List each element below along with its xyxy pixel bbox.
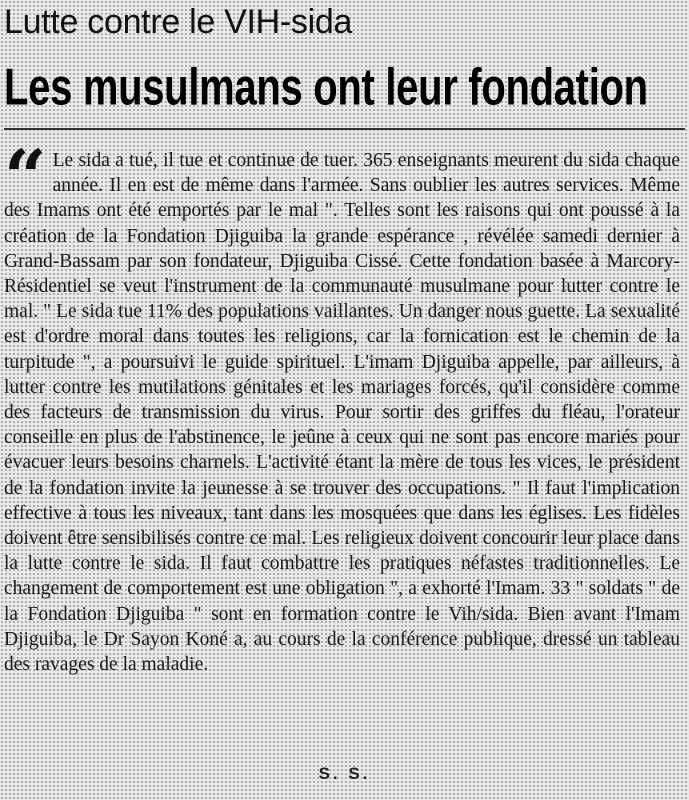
- article-headline: Les musulmans ont leur fondation: [4, 59, 648, 117]
- article-signature: S. S.: [318, 764, 371, 783]
- headline-divider: [4, 128, 685, 130]
- article-kicker: Lutte contre le VIH-sida: [4, 3, 353, 41]
- opening-quote-icon: “: [4, 135, 47, 221]
- article-body: [4, 135, 680, 677]
- article-body-text: Le sida a tué, il tue et continue de tuer. 365 enseignants meurent du sida chaque année. Il en est de même dans l'armée. Sans oublier les autres services. Même des Imams ont été emportés par le mal ". Telles sont les raisons qui ont poussé à la création de la Fondation Djiguiba la grande espérance , révélée samedi dernier à Grand-Bassam par son fondateur, Djiguiba Cissé. Cette fondation basée à Marcory-Résidentiel se veut l'instrument de la communauté musulmane pour lutter contre le mal. " Le sida tue 11% des populations vaillantes. Un danger nous guette. La sexualité est d'ordre moral dans toutes les religions, car la fornication est le chemin de la turpitude ", a poursuivi le guide spirituel. L'imam Djiguiba appelle, par ailleurs, à lutter contre les mutilations génitales et les mariages forcés, qu'il considère comme des facteurs de transmission du virus. Pour sortir des griffes du fléau, l'orateur conseille en plus de l'abstinence, le jeûne à ceux qui ne sont pas encore mariés pour évacuer leurs besoins charnels. L'activité étant la mère de tous les vices, le président de la fondation invite la jeunesse à se trouver des occupations. " Il faut l'implication effective à tous les niveaux, tant dans les mosquées que dans les églises. Les fidèles doivent être sensibilisés contre ce mal. Les religieux doivent concourir leur place dans la lutte contre le sida. Il faut combattre les pratiques néfastes traditionnelles. Le changement de comportement est une obligation ", a exhorté l'Imam. 33 " soldats " de la Fondation Djiguiba " sont en formation contre le Vih/sida. Bien avant l'Imam Djiguiba, le Dr Sayon Koné a, au cours de la conférence publique, dressé un tableau des ravages de la maladie.: [4, 150, 680, 676]
